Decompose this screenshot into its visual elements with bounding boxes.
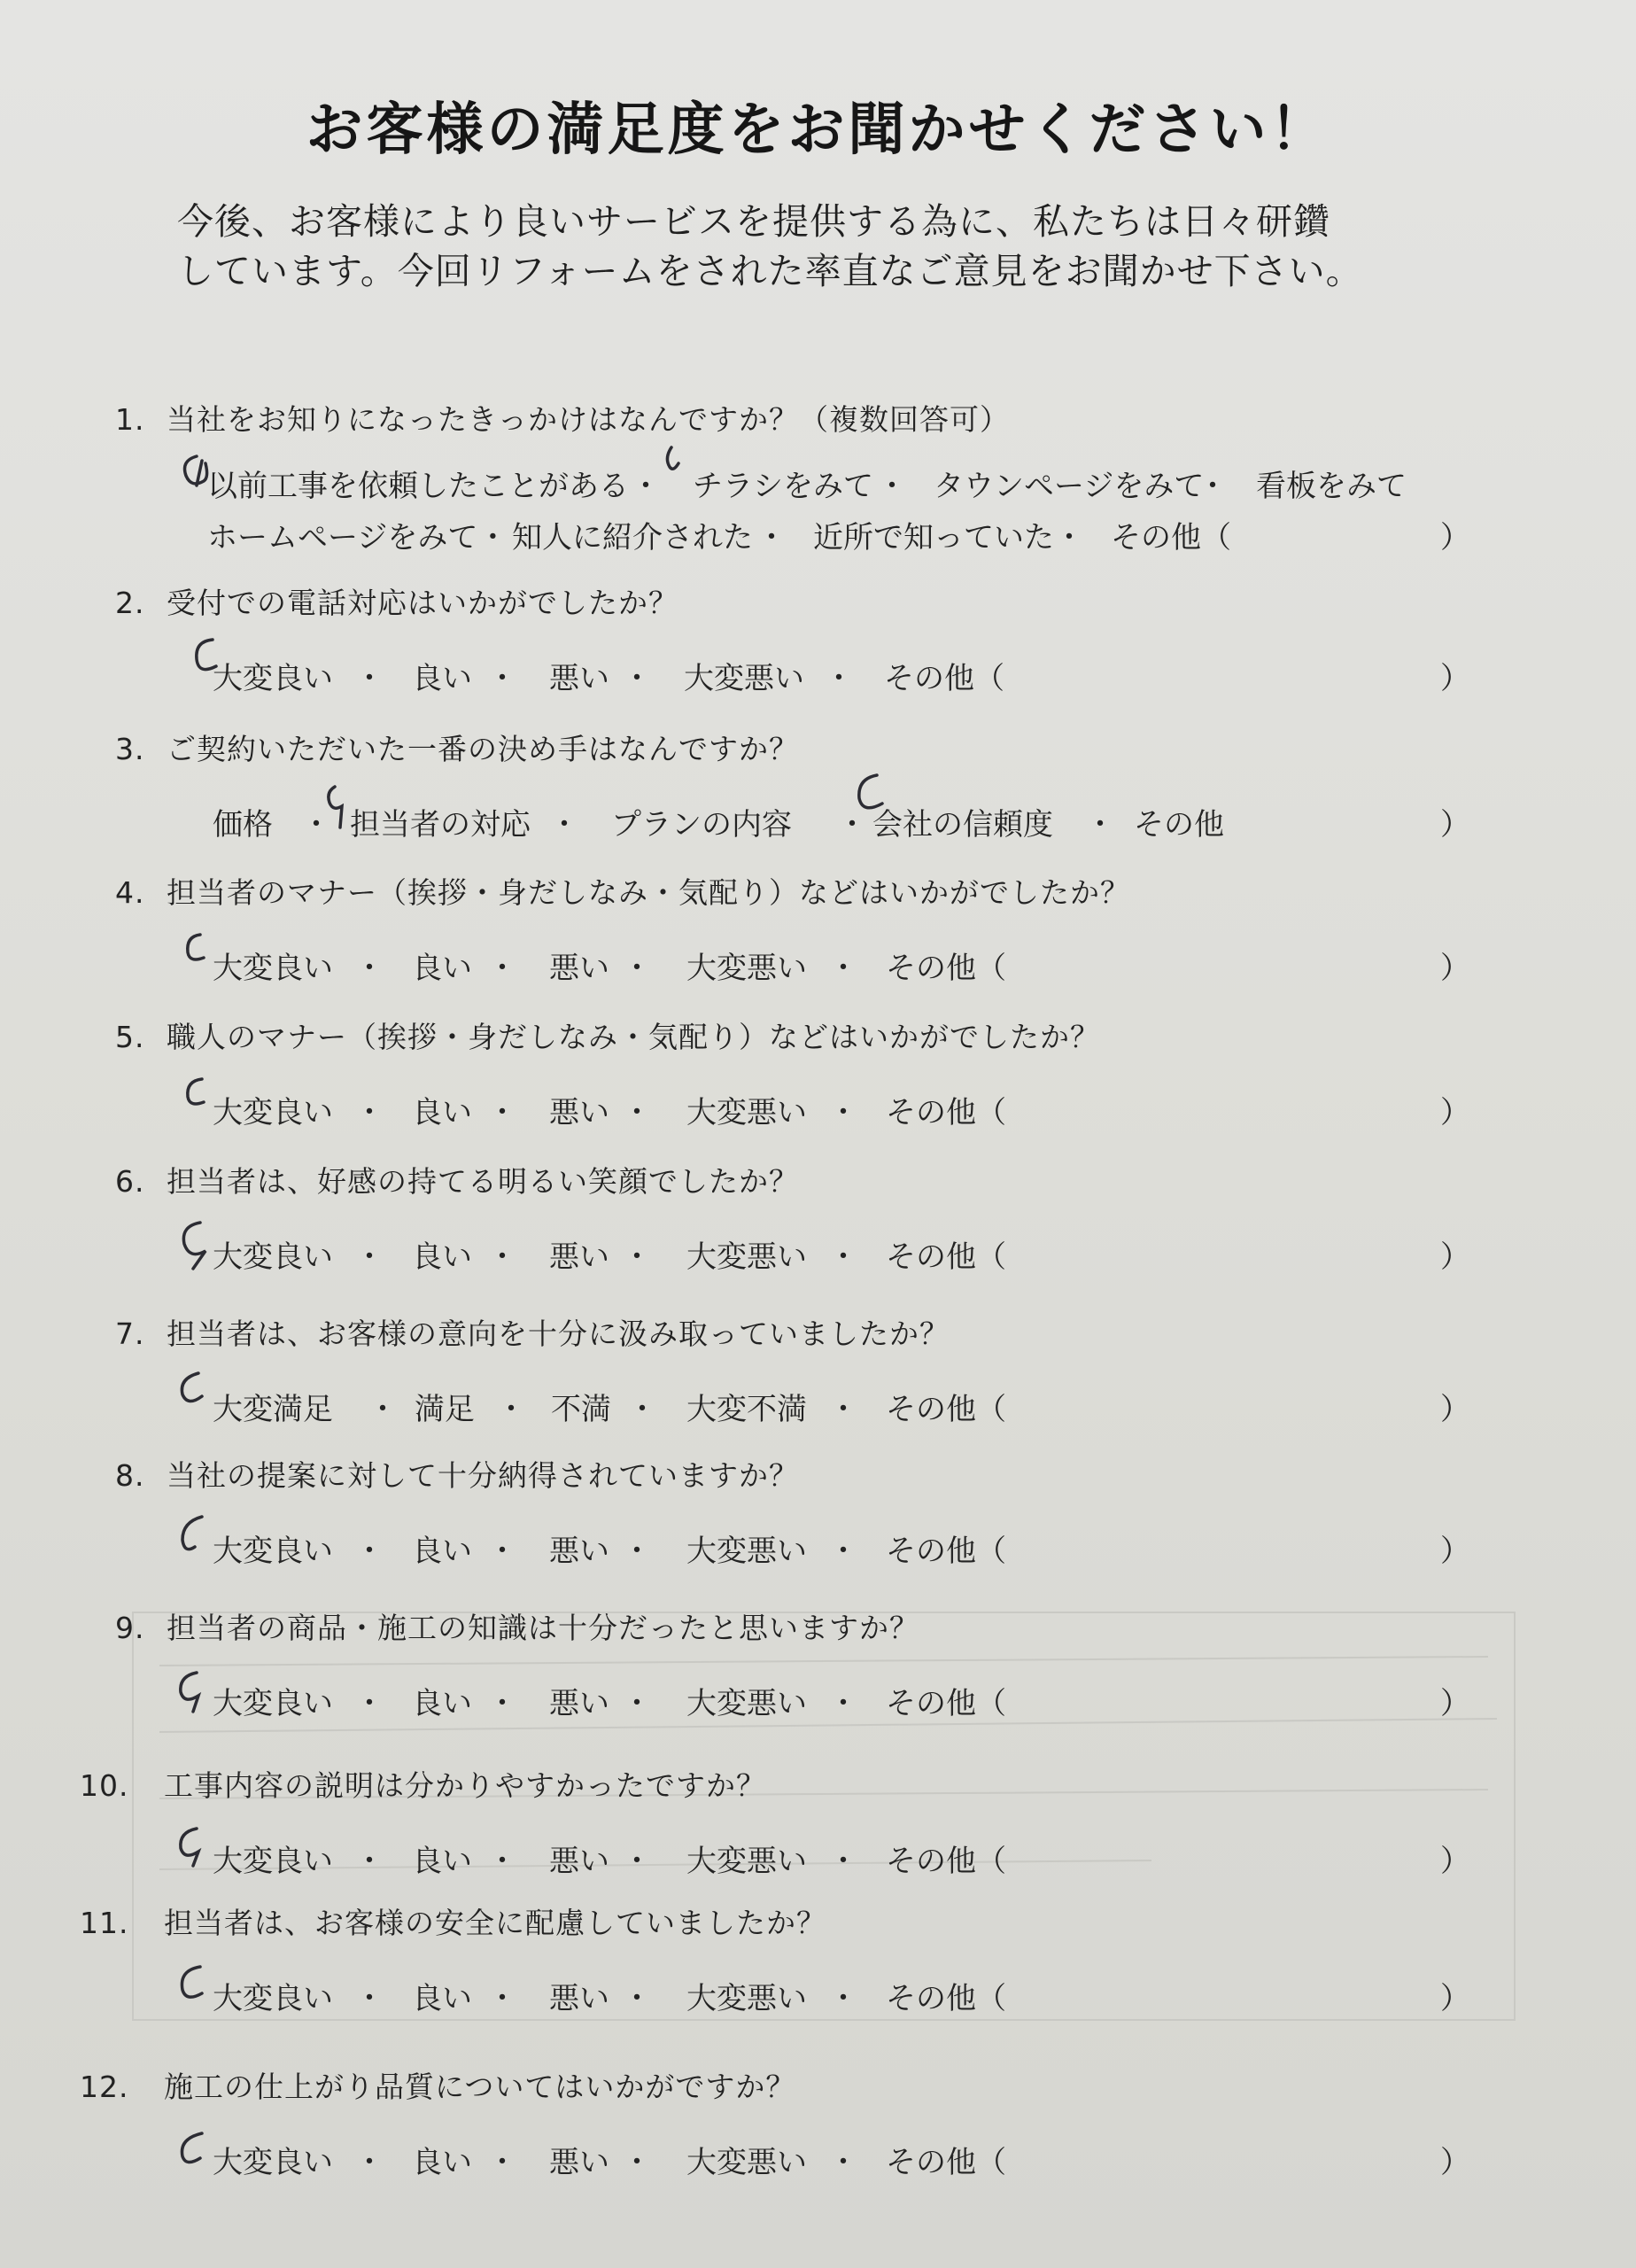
option-good[interactable]: 良い	[412, 1239, 472, 1275]
option-bad[interactable]: 悪い	[549, 1981, 609, 2016]
option-very-good[interactable]: 大変良い	[213, 1686, 333, 1721]
options-row	[115, 1526, 1550, 1569]
options-row-2	[115, 513, 1550, 555]
separator-dot: ・	[828, 2145, 858, 2180]
option-bad[interactable]: 悪い	[549, 1844, 609, 1879]
question-12	[80, 2064, 1550, 2180]
question-text: 担当者のマナー（挨拶・身だしなみ・気配り）などはいかがでしたか？	[167, 875, 1130, 910]
option-other[interactable]: その他（	[886, 1686, 1006, 1721]
option-flyer[interactable]: チラシをみて	[693, 469, 873, 504]
option-very-dissatisfied[interactable]: 大変不満	[686, 1392, 807, 1427]
question-5	[115, 1014, 1550, 1130]
separator-dot: ・	[549, 807, 579, 843]
question-text: 職人のマナー（挨拶・身だしなみ・気配り）などはいかがでしたか？	[167, 1020, 1100, 1054]
option-very-good[interactable]: 大変良い	[213, 1534, 333, 1569]
question-text: ご契約いただいた一番の決め手はなんですか？	[167, 732, 799, 766]
option-very-bad[interactable]: 大変悪い	[686, 951, 807, 986]
option-very-satisfied[interactable]: 大変満足	[213, 1392, 333, 1427]
option-very-bad[interactable]: 大変悪い	[686, 1095, 807, 1130]
option-bad[interactable]: 悪い	[549, 2145, 609, 2180]
option-homepage[interactable]: ホームページをみて・	[207, 520, 508, 555]
option-other[interactable]: その他（	[886, 1844, 1006, 1879]
separator-dot: ・	[627, 1392, 657, 1427]
options-row	[115, 1232, 1550, 1275]
separator-dot: ・	[828, 1392, 858, 1427]
options-row	[115, 2138, 1550, 2180]
separator-dot: ・	[622, 1239, 652, 1275]
close-paren: ）	[1440, 1981, 1470, 2016]
question-6	[115, 1159, 1550, 1275]
option-staff-response[interactable]: 担当者の対応	[350, 807, 531, 843]
question-text: 担当者は、お客様の安全に配慮していましたか？	[164, 1906, 826, 1940]
separator-dot: ・	[622, 1534, 652, 1569]
separator-dot: ・	[828, 951, 858, 986]
separator-dot: ・	[828, 1686, 858, 1721]
question-text: 工事内容の説明は分かりやすかったですか？	[164, 1768, 766, 1803]
option-other[interactable]: その他（	[1111, 520, 1231, 555]
option-very-good[interactable]: 大変良い	[213, 661, 333, 696]
question-text: 施工の仕上がり品質についてはいかがですか？	[164, 2070, 796, 2104]
separator-dot: ・	[622, 1981, 652, 2016]
option-good[interactable]: 良い	[412, 1686, 472, 1721]
separator-dot: ・	[622, 951, 652, 986]
separator-dot: ・	[622, 1844, 652, 1879]
question-4	[115, 870, 1550, 986]
option-very-good[interactable]: 大変良い	[213, 1844, 333, 1879]
option-other[interactable]: その他（	[886, 1239, 1006, 1275]
question-number: 6.	[115, 1164, 145, 1199]
option-good[interactable]: 良い	[412, 1981, 472, 2016]
separator-dot: ・	[301, 807, 331, 843]
question-7	[115, 1311, 1550, 1427]
options-row-1	[115, 462, 1550, 504]
option-previous-work[interactable]: 以前工事を依頼したことがある	[207, 469, 629, 504]
question-number: 4.	[115, 875, 145, 910]
separator-dot: ・	[496, 1392, 526, 1427]
question-number: 12.	[80, 2070, 129, 2104]
question-text: 受付での電話対応はいかがでしたか？	[167, 586, 678, 620]
option-bad[interactable]: 悪い	[549, 1095, 609, 1130]
option-very-good[interactable]: 大変良い	[213, 1981, 333, 2016]
separator-dot: ・	[622, 1095, 652, 1130]
option-other[interactable]: その他（	[886, 2145, 1006, 2180]
option-plan-content[interactable]: プランの内容	[611, 807, 792, 843]
separator-dot: ・	[487, 1686, 517, 1721]
question-number: 9.	[115, 1611, 145, 1645]
option-other[interactable]: その他（	[886, 1392, 1006, 1427]
separator-dot: ・	[756, 520, 787, 555]
close-paren: ）	[1440, 520, 1470, 555]
close-paren: ）	[1440, 2145, 1470, 2180]
option-very-good[interactable]: 大変良い	[213, 1239, 333, 1275]
option-bad[interactable]: 悪い	[549, 661, 609, 696]
separator-dot: ・	[631, 469, 661, 504]
option-good[interactable]: 良い	[412, 1534, 472, 1569]
close-paren: ）	[1440, 1095, 1470, 1130]
separator-dot: ・	[824, 661, 854, 696]
option-town-page[interactable]: タウンページをみて	[934, 469, 1205, 504]
option-very-bad[interactable]: 大変悪い	[686, 1981, 807, 2016]
close-paren: ）	[1440, 1686, 1470, 1721]
question-number: 11.	[80, 1906, 129, 1940]
separator-dot: ・	[1198, 469, 1228, 504]
separator-dot: ・	[837, 807, 867, 843]
option-very-good[interactable]: 大変良い	[213, 1095, 333, 1130]
close-paren: ）	[1440, 661, 1470, 696]
close-paren: ）	[1440, 951, 1470, 986]
separator-dot: ・	[354, 1095, 384, 1130]
option-good[interactable]: 良い	[412, 1095, 472, 1130]
separator-dot: ・	[487, 1981, 517, 2016]
question-2	[115, 580, 1550, 696]
question-number: 7.	[115, 1317, 145, 1351]
option-bad[interactable]: 悪い	[549, 1239, 609, 1275]
separator-dot: ・	[622, 2145, 652, 2180]
separator-dot: ・	[828, 1534, 858, 1569]
separator-dot: ・	[354, 1981, 384, 2016]
separator-dot: ・	[1054, 520, 1084, 555]
question-text: 担当者は、好感の持てる明るい笑顔でしたか？	[167, 1164, 799, 1199]
question-text: 当社をお知りになったきっかけはなんですか？（複数回答可）	[167, 402, 1010, 437]
options-row	[115, 944, 1550, 986]
intro-line-2: しています。今回リフォームをされた率直なご意見をお聞かせ下さい。	[177, 250, 1363, 292]
option-very-bad[interactable]: 大変悪い	[686, 1686, 807, 1721]
question-9	[115, 1605, 1550, 1721]
separator-dot: ・	[368, 1392, 398, 1427]
options-row	[115, 1837, 1550, 1879]
option-dissatisfied[interactable]: 不満	[551, 1392, 611, 1427]
option-other[interactable]: その他（	[884, 661, 1004, 696]
close-paren: ）	[1440, 807, 1470, 843]
option-neighborhood[interactable]: 近所で知っていた	[813, 520, 1054, 555]
separator-dot: ・	[487, 1844, 517, 1879]
option-other[interactable]: その他（	[886, 1534, 1006, 1569]
question-3	[115, 726, 1550, 843]
question-10	[80, 1763, 1550, 1879]
separator-dot: ・	[828, 1095, 858, 1130]
separator-dot: ・	[487, 1534, 517, 1569]
option-price[interactable]: 価格	[213, 807, 273, 843]
close-paren: ）	[1440, 1239, 1470, 1275]
question-text: 担当者は、お客様の意向を十分に汲み取っていましたか？	[167, 1317, 950, 1351]
option-other[interactable]: その他（	[886, 951, 1006, 986]
options-row	[115, 1385, 1550, 1427]
close-paren: ）	[1440, 1534, 1470, 1569]
options-row	[115, 654, 1550, 696]
option-good[interactable]: 良い	[412, 661, 472, 696]
separator-dot: ・	[487, 2145, 517, 2180]
separator-dot: ・	[354, 1534, 384, 1569]
option-very-bad[interactable]: 大変悪い	[684, 661, 804, 696]
question-number: 2.	[115, 586, 145, 620]
option-very-bad[interactable]: 大変悪い	[686, 1534, 807, 1569]
separator-dot: ・	[877, 469, 907, 504]
question-number: 10.	[80, 1768, 129, 1803]
option-very-bad[interactable]: 大変悪い	[686, 2145, 807, 2180]
intro-text	[177, 197, 1506, 296]
question-number: 1.	[115, 402, 145, 437]
option-signboard[interactable]: 看板をみて	[1256, 469, 1407, 504]
question-1	[115, 397, 1550, 555]
option-very-bad[interactable]: 大変悪い	[686, 1239, 807, 1275]
question-number: 8.	[115, 1458, 145, 1493]
option-very-good[interactable]: 大変良い	[213, 951, 333, 986]
close-paren: ）	[1440, 1844, 1470, 1879]
option-bad[interactable]: 悪い	[549, 951, 609, 986]
intro-line-1: 今後、お客様により良いサービスを提供する為に、私たちは日々研鑽	[177, 200, 1330, 243]
separator-dot: ・	[487, 661, 517, 696]
separator-dot: ・	[354, 1686, 384, 1721]
options-row	[115, 1088, 1550, 1130]
option-company-trust[interactable]: 会社の信頼度	[872, 807, 1053, 843]
separator-dot: ・	[354, 1239, 384, 1275]
option-bad[interactable]: 悪い	[549, 1534, 609, 1569]
separator-dot: ・	[487, 1239, 517, 1275]
separator-dot: ・	[487, 1095, 517, 1130]
option-very-good[interactable]: 大変良い	[213, 2145, 333, 2180]
options-row	[115, 1974, 1550, 2016]
option-good[interactable]: 良い	[412, 1844, 472, 1879]
separator-dot: ・	[354, 1844, 384, 1879]
option-referral[interactable]: 知人に紹介された	[512, 520, 753, 555]
separator-dot: ・	[354, 951, 384, 986]
question-11	[80, 1900, 1550, 2016]
question-text: 当社の提案に対して十分納得されていますか？	[167, 1458, 799, 1493]
separator-dot: ・	[354, 661, 384, 696]
page-title: お客様の満足度をお聞かせください！	[306, 97, 1330, 163]
separator-dot: ・	[622, 661, 652, 696]
options-row	[115, 1679, 1550, 1721]
option-other[interactable]: その他（	[886, 1095, 1006, 1130]
separator-dot: ・	[487, 951, 517, 986]
separator-dot: ・	[828, 1981, 858, 2016]
option-other[interactable]: その他（	[886, 1981, 1006, 2016]
option-good[interactable]: 良い	[412, 2145, 472, 2180]
separator-dot: ・	[828, 1239, 858, 1275]
option-bad[interactable]: 悪い	[549, 1686, 609, 1721]
separator-dot: ・	[622, 1686, 652, 1721]
option-very-bad[interactable]: 大変悪い	[686, 1844, 807, 1879]
separator-dot: ・	[828, 1844, 858, 1879]
option-good[interactable]: 良い	[412, 951, 472, 986]
close-paren: ）	[1440, 1392, 1470, 1427]
question-8	[115, 1453, 1550, 1569]
question-number: 5.	[115, 1020, 145, 1054]
question-text: 担当者の商品・施工の知識は十分だったと思いますか？	[167, 1611, 919, 1645]
option-satisfied[interactable]: 満足	[415, 1392, 475, 1427]
separator-dot: ・	[1085, 807, 1115, 843]
question-number: 3.	[115, 732, 145, 766]
separator-dot: ・	[354, 2145, 384, 2180]
options-row	[115, 800, 1550, 843]
option-other[interactable]: その他	[1134, 807, 1224, 843]
